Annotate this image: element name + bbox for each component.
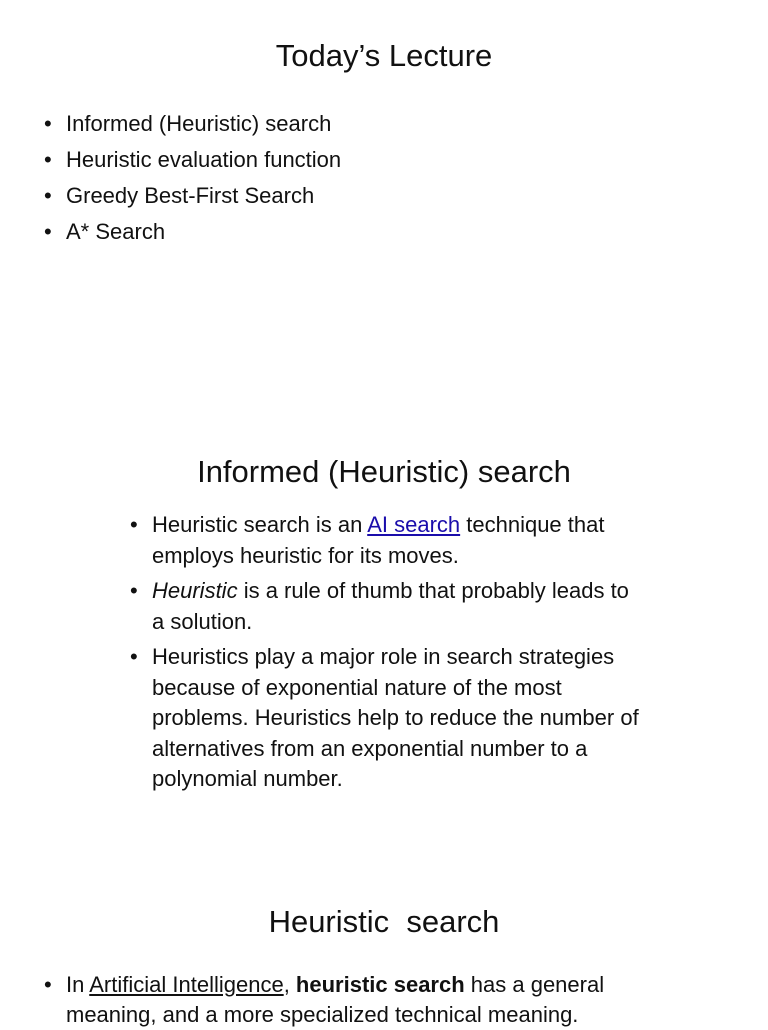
bullet-icon: • [130,644,138,669]
list-item [130,510,640,571]
list-item [130,642,640,795]
list-item [44,178,341,214]
list-item-text: Heuristics play a major role in search strategies because of exponential nature of the most problems. Heuristics help to reduce the number of alternatives from an exponential number to a polynomial number. [152,644,639,791]
bullet-icon: • [44,147,52,172]
list-item [44,970,644,1030]
slide-informed-search [0,420,768,840]
slide-todays-lecture [0,0,768,300]
list-item-text: has a general meaning, and a more specialized technical meaning. [66,972,605,1027]
slide-title: Heuristic search [268,904,500,939]
list-item-text: In [66,972,90,997]
ai-search-link[interactable]: AI search [367,512,461,537]
heuristic-search-term: heuristic search [295,972,465,997]
list-item [44,106,341,142]
list-item-text: , [283,972,296,997]
bullet-list [44,106,341,250]
list-item [44,214,341,250]
list-item-text: Heuristic evaluation function [66,147,342,172]
list-item [44,142,341,178]
list-item-text: A* Search [66,219,166,244]
bullet-icon: • [44,183,52,208]
bullet-list [44,970,644,1030]
bullet-icon: • [130,512,138,537]
artificial-intelligence-link[interactable]: Artificial Intelligence [89,972,284,997]
heuristic-term: Heuristic [152,578,238,603]
list-item [130,576,640,637]
list-item-text: Greedy Best-First Search [66,183,315,208]
bullet-icon: • [130,578,138,603]
slide-title: Informed (Heuristic) search [197,454,571,489]
slide-heuristic-search [0,860,768,1027]
list-item-text: Informed (Heuristic) search [66,111,332,136]
bullet-icon: • [44,111,52,136]
slide-title: Today’s Lecture [275,38,493,73]
list-item-text: Heuristic search is an [152,512,368,537]
bullet-list [130,510,640,800]
bullet-icon: • [44,972,52,997]
bullet-icon: • [44,219,52,244]
list-item-text: technique that employs heuristic for its moves. [152,512,605,568]
list-item-text: is a rule of thumb that probably leads to a solution. [152,578,629,634]
